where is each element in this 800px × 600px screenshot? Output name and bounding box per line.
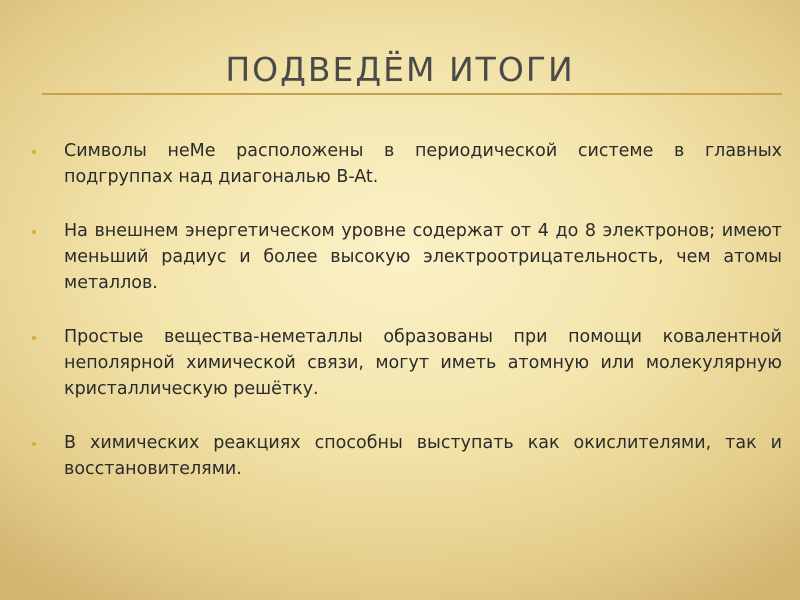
title-divider xyxy=(42,93,782,95)
bullet-dot-icon xyxy=(32,442,36,446)
bullet-text: На внешнем энергетическом уровне содержат от 4 до 8 электронов; имеют меньший радиус и более высокую электроотрицательность, чем атомы металлов. xyxy=(64,221,782,293)
bullet-item xyxy=(32,138,782,190)
bullet-dot-icon xyxy=(32,336,36,340)
slide-title: ПОДВЕДЁМ ИТОГИ xyxy=(225,50,575,89)
bullet-dot-icon xyxy=(32,150,36,154)
bullet-list xyxy=(32,138,782,510)
bullet-dot-icon xyxy=(32,230,36,234)
bullet-text: В химических реакциях способны выступать как окислителями, так и восстановителями. xyxy=(64,433,782,479)
bullet-item xyxy=(32,324,782,402)
bullet-text: Символы неМе расположены в периодической системе в главных подгруппах над диагональю B-At. xyxy=(64,141,782,187)
bullet-item xyxy=(32,218,782,296)
bullet-text: Простые вещества-неметаллы образованы при помощи ковалентной неполярной химической связи, могут иметь атомную или молекулярную кристаллическую решётку. xyxy=(64,327,782,399)
bullet-item xyxy=(32,430,782,482)
